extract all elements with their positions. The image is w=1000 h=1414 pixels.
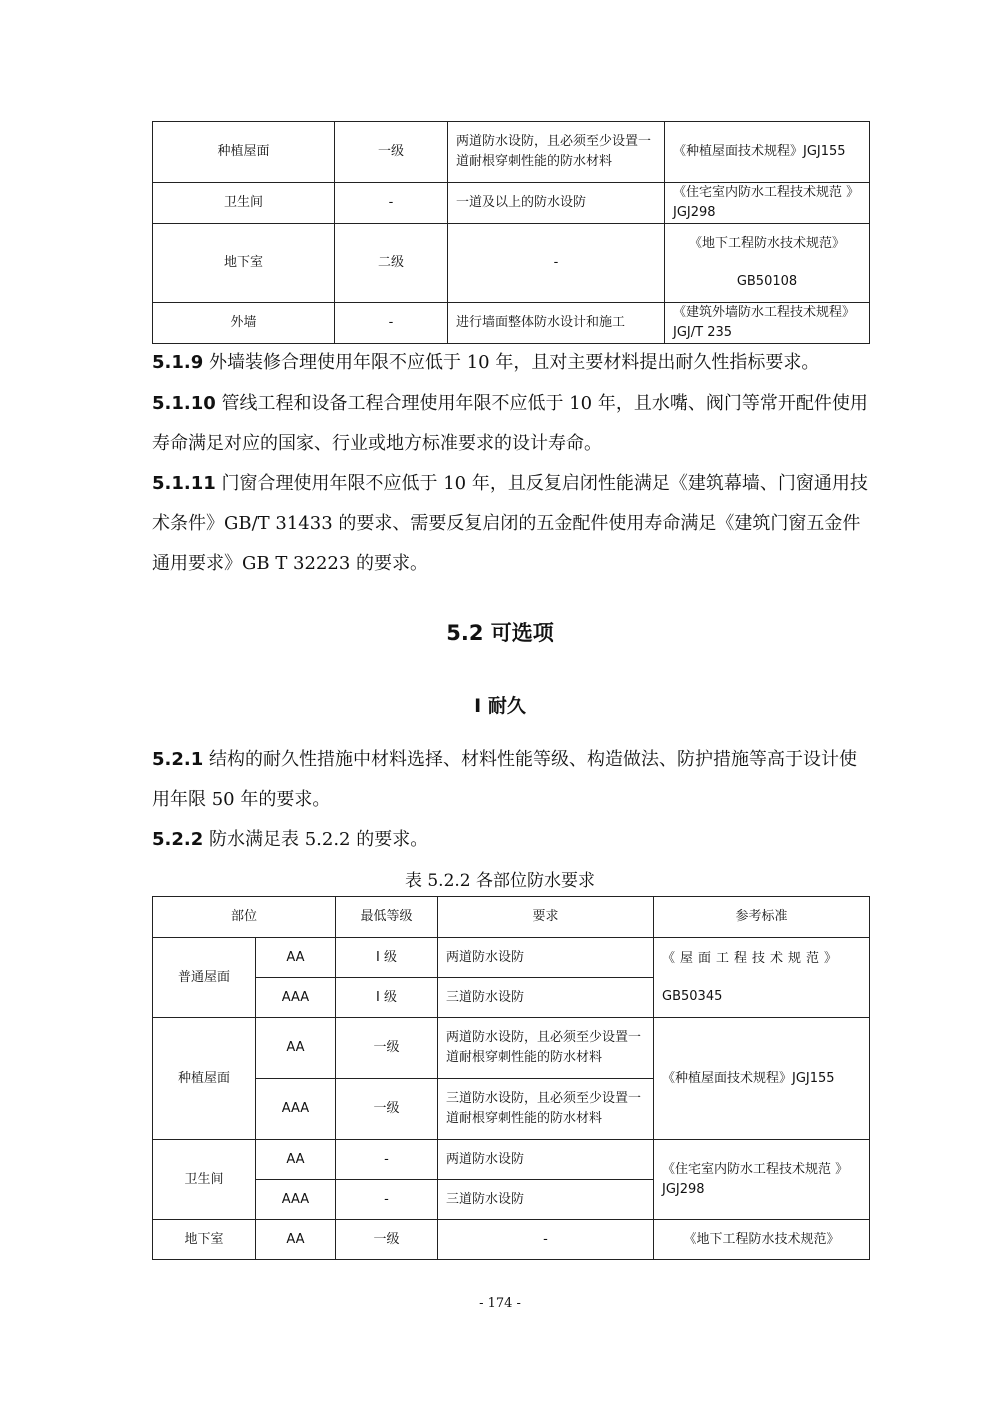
standard-cell xyxy=(654,938,870,1018)
requirement-cell: 三道防水设防 xyxy=(438,978,654,1018)
grade-cell: AA xyxy=(256,1018,336,1079)
clause-5-2-2 xyxy=(152,820,869,860)
clause-text: 外墙装修合理使用年限不应低于 10 年，且对主要材料提出耐久性指标要求。 xyxy=(203,352,820,373)
header-level: 最低等级 xyxy=(336,897,438,938)
clause-number: 5.2.1 xyxy=(152,749,204,770)
grade-cell: AA xyxy=(256,1220,336,1260)
clause-5-1-11 xyxy=(152,464,869,584)
table-row xyxy=(153,938,870,978)
requirement-cell: 两道防水设防，且必须至少设置一道耐根穿刺性能的防水材料 xyxy=(438,1018,654,1079)
clause-5-1-10 xyxy=(152,384,869,464)
part-cell: 地下室 xyxy=(153,224,335,303)
table-row xyxy=(153,303,870,344)
table-row xyxy=(153,1220,870,1260)
requirement-cell: 进行墙面整体防水设计和施工 xyxy=(448,303,665,344)
clause-number: 5.1.10 xyxy=(152,393,216,414)
level-cell: - xyxy=(335,303,448,344)
requirement-cell: - xyxy=(438,1220,654,1260)
standard-cell: 《种植屋面技术规程》JGJ155 xyxy=(654,1018,870,1140)
table-row xyxy=(153,122,870,183)
page-number: - 174 - xyxy=(479,1296,521,1311)
standard-cell: 《住宅室内防水工程技术规范 》JGJ298 xyxy=(665,183,870,224)
requirement-cell: 三道防水设防 xyxy=(438,1180,654,1220)
requirement-cell: 两道防水设防 xyxy=(438,1140,654,1180)
standard-code: GB50345 xyxy=(662,988,723,1004)
standard-title: 《屋面工程技术规范》 xyxy=(662,950,843,966)
standard-cell: 《地下工程防水技术规范》 xyxy=(654,1220,870,1260)
standard-code: GB50108 xyxy=(736,274,798,289)
header-part: 部位 xyxy=(153,897,336,938)
part-cell: 地下室 xyxy=(153,1220,256,1260)
standard-cell: 《住宅室内防水工程技术规范 》JGJ298 xyxy=(654,1140,870,1220)
waterproof-requirements-table xyxy=(152,896,870,1260)
clause-text: 结构的耐久性措施中材料选择、材料性能等级、构造做法、防护措施等高于设计使用年限 50 年的要求。 xyxy=(152,749,857,810)
clause-number: 5.1.11 xyxy=(152,473,216,494)
subsection-title: I 耐久 xyxy=(474,695,526,717)
table-row xyxy=(153,183,870,224)
clause-number: 5.1.9 xyxy=(152,352,204,373)
clause-text: 防水满足表 5.2.2 的要求。 xyxy=(203,829,429,850)
grade-cell: AAA xyxy=(256,1079,336,1140)
part-cell: 外墙 xyxy=(153,303,335,344)
standard-cell: 《种植屋面技术规程》JGJ155 xyxy=(665,122,870,183)
clause-number: 5.2.2 xyxy=(152,829,204,850)
level-cell: 二级 xyxy=(335,224,448,303)
clause-5-2-1 xyxy=(152,740,869,820)
grade-cell: AAA xyxy=(256,1180,336,1220)
grade-cell: AA xyxy=(256,1140,336,1180)
part-cell: 普通屋面 xyxy=(153,938,256,1018)
level-cell: I 级 xyxy=(336,978,438,1018)
requirement-cell: 一道及以上的防水设防 xyxy=(448,183,665,224)
level-cell: - xyxy=(335,183,448,224)
part-cell: 种植屋面 xyxy=(153,1018,256,1140)
table-row xyxy=(153,1140,870,1180)
clause-text: 门窗合理使用年限不应低于 10 年，且反复启闭性能满足《建筑幕墙、门窗通用技术条件》GB/T 31433 的要求、需要反复启闭的五金配件使用寿命满足《建筑门窗五金件 通用要求》GB T 32223 的要求。 xyxy=(152,473,868,574)
standard-cell xyxy=(665,224,870,303)
clause-text: 管线工程和设备工程合理使用年限不应低于 10 年，且水嘴、阀门等常开配件使用寿命满足对应的国家、行业或地方标准要求的设计寿命。 xyxy=(152,393,868,454)
requirement-cell: 三道防水设防，且必须至少设置一道耐根穿刺性能的防水材料 xyxy=(438,1079,654,1140)
standard-cell: 《建筑外墙防水工程技术规程》JGJ/T 235 xyxy=(665,303,870,344)
requirement-cell: 两道防水设防 xyxy=(438,938,654,978)
section-title: 5.2 可选项 xyxy=(446,621,554,645)
level-cell: I 级 xyxy=(336,938,438,978)
part-cell: 卫生间 xyxy=(153,183,335,224)
grade-cell: AA xyxy=(256,938,336,978)
header-requirement: 要求 xyxy=(438,897,654,938)
table-header-row xyxy=(153,897,870,938)
level-cell: 一级 xyxy=(335,122,448,183)
clause-5-1-9 xyxy=(152,343,869,383)
part-cell: 卫生间 xyxy=(153,1140,256,1220)
level-cell: - xyxy=(336,1180,438,1220)
level-cell: 一级 xyxy=(336,1018,438,1079)
part-cell: 种植屋面 xyxy=(153,122,335,183)
level-cell: - xyxy=(336,1140,438,1180)
table-caption: 表 5.2.2 各部位防水要求 xyxy=(404,871,596,891)
level-cell: 一级 xyxy=(336,1079,438,1140)
header-standard: 参考标准 xyxy=(654,897,870,938)
table-row xyxy=(153,224,870,303)
grade-cell: AAA xyxy=(256,978,336,1018)
requirement-cell: - xyxy=(448,224,665,303)
table-row xyxy=(153,1018,870,1079)
level-cell: 一级 xyxy=(336,1220,438,1260)
standard-title: 《地下工程防水技术规范》 xyxy=(688,236,845,251)
requirement-cell: 两道防水设防，且必须至少设置一道耐根穿刺性能的防水材料 xyxy=(448,122,665,183)
top-table xyxy=(152,121,870,344)
